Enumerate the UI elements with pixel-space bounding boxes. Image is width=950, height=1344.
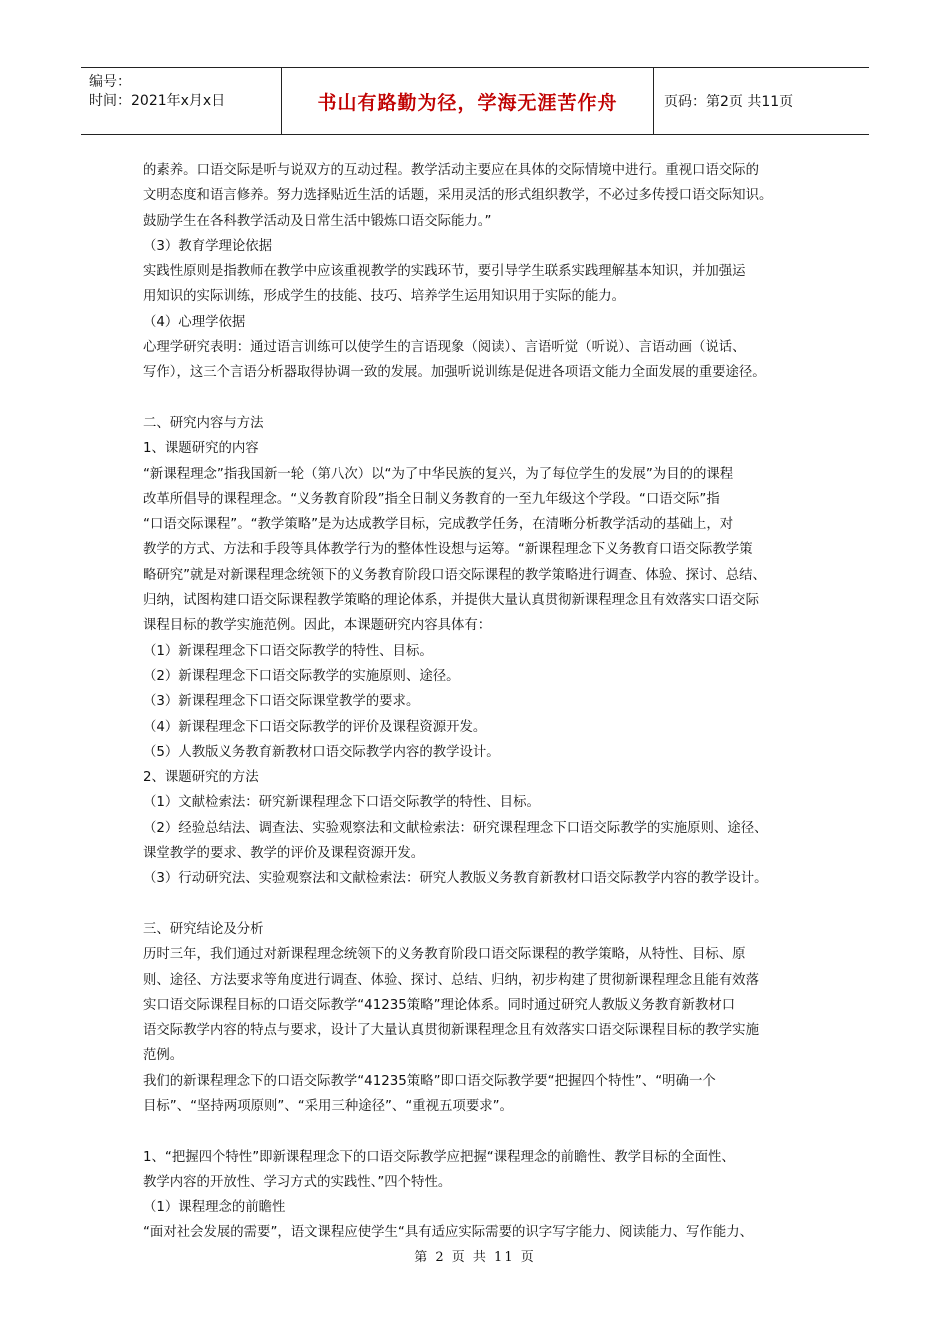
body-line: “面对社会发展的需要”，语文课程应使学生“具有适应实际需要的识字写字能力、阅读能力、写作能力、 [143, 1225, 753, 1241]
motto: 书山有路勤为径，学海无涯苦作舟 [281, 68, 654, 134]
body-line: 课程目标的教学实施范例。因此，本课题研究内容具体有： [143, 618, 492, 634]
body-line: （2）新课程理念下口语交际教学的实施原则、途径。 [143, 668, 460, 684]
body-line: 写作），这三个言语分析器取得协调一致的发展。加强听说训练是促进各项语文能力全面发展的重要途径。 [143, 365, 766, 381]
document-body [143, 158, 818, 1246]
body-line: （4）新课程理念下口语交际教学的评价及课程资源开发。 [143, 719, 487, 735]
body-line: 教学的方式、方法和手段等具体教学行为的整体性设想与运筹。“新课程理念下义务教育口语交际教学策 [143, 542, 753, 558]
body-line: 1、课题研究的内容 [143, 441, 259, 457]
body-line: 的素养。口语交际是听与说双方的互动过程。教学活动主要应在具体的交际情境中进行。重视口语交际的 [143, 163, 759, 178]
body-line: 语交际教学内容的特点与要求，设计了大量认真贯彻新课程理念且有效落实口语交际课程目标的教学实施 [143, 1023, 759, 1039]
code-label: 编号： [89, 74, 131, 90]
body-line: （3）行动研究法、实验观察法和文献检索法：研究人教版义务教育新教材口语交际教学内容的教学设计。 [143, 871, 768, 887]
body-line: 二、研究内容与方法 [143, 415, 264, 431]
body-line: 略研究”就是对新课程理念统领下的义务教育阶段口语交际课程的教学策略进行调查、体验、探讨、总结、 [143, 567, 766, 583]
body-line: 历时三年，我们通过对新课程理念统领下的义务教育阶段口语交际课程的教学策略，从特性、目标、原 [143, 947, 746, 963]
body-line: （3）教育学理论依据 [143, 238, 273, 254]
body-line [143, 892, 818, 917]
body-line: 2、课题研究的方法 [143, 770, 259, 786]
body-line: （1）课程理念的前瞻性 [143, 1200, 286, 1216]
body-line: 我们的新课程理念下的口语交际教学“41235策略”即口语交际教学要“把握四个特性”、“明确一个 [143, 1073, 716, 1089]
body-line: 教学内容的开放性、学习方式的实践性、”四个特性。 [143, 1174, 452, 1190]
body-line: 改革所倡导的课程理念。“义务教育阶段”指全日制义务教育的一至九年级这个学段。“口语交际”指 [143, 491, 720, 507]
body-line: 三、研究结论及分析 [143, 921, 264, 937]
body-line: 目标”、“坚持两项原则”、“采用三种途径”、“重视五项要求”。 [143, 1098, 513, 1114]
body-line: （2）经验总结法、调查法、实验观察法和文献检索法：研究课程理念下口语交际教学的实施原则、途径、 [143, 820, 768, 836]
body-line: 心理学研究表明：通过语言训练可以使学生的言语现象（阅读）、言语听觉（听说）、言语动画（说话、 [143, 340, 746, 356]
body-line: （3）新课程理念下口语交际课堂教学的要求。 [143, 694, 420, 710]
body-line: （1）文献检索法：研究新课程理念下口语交际教学的特性、目标。 [143, 795, 540, 811]
body-line: （1）新课程理念下口语交际教学的特性、目标。 [143, 643, 433, 659]
body-line: 鼓励学生在各科教学活动及日常生活中锻炼口语交际能力。” [143, 213, 492, 229]
page-info: 页码：第2页 共11页 [664, 94, 794, 110]
body-line: 课堂教学的要求、教学的评价及课程资源开发。 [143, 846, 425, 862]
body-line: 实口语交际课程目标的口语交际教学“41235策略”理论体系。同时通过研究人教版义务教育新教材口 [143, 997, 736, 1013]
body-line: 用知识的实际训练，形成学生的技能、技巧、培养学生运用知识用于实际的能力。 [143, 289, 626, 305]
body-line: 范例。 [143, 1048, 184, 1064]
page-header [81, 67, 869, 135]
body-line [143, 386, 818, 411]
header-meta [81, 68, 281, 134]
body-line: “新课程理念”指我国新一轮（第八次）以“为了中华民族的复兴，为了每位学生的发展”为目的的课程 [143, 466, 734, 482]
body-line: 1、“把握四个特性”即新课程理念下的口语交际教学应把握“课程理念的前瞻性、教学目标的全面性、 [143, 1149, 735, 1165]
time-label: 时间：2021年x月x日 [89, 93, 226, 109]
body-line: 归纳，试图构建口语交际课程教学策略的理论体系，并提供大量认真贯彻新课程理念且有效落实口语交际 [143, 593, 759, 609]
body-line: 实践性原则是指教师在教学中应该重视教学的实践环节，要引导学生联系实践理解基本知识，并加强运 [143, 264, 746, 280]
body-line: “口语交际课程”。“教学策略”是为达成教学目标，完成教学任务，在清晰分析教学活动的基础上，对 [143, 517, 734, 533]
body-line: 文明态度和语言修养。努力选择贴近生活的话题，采用灵活的形式组织教学，不必过多传授口语交际知识。 [143, 188, 773, 204]
body-line [143, 1119, 818, 1144]
body-line: （5）人教版义务教育新教材口语交际教学内容的教学设计。 [143, 744, 500, 760]
page-footer: 第 2 页 共 11 页 [414, 1250, 536, 1265]
body-line: （4）心理学依据 [143, 314, 246, 330]
body-line: 则、途径、方法要求等角度进行调查、体验、探讨、总结、归纳，初步构建了贯彻新课程理念且能有效落 [143, 972, 759, 988]
